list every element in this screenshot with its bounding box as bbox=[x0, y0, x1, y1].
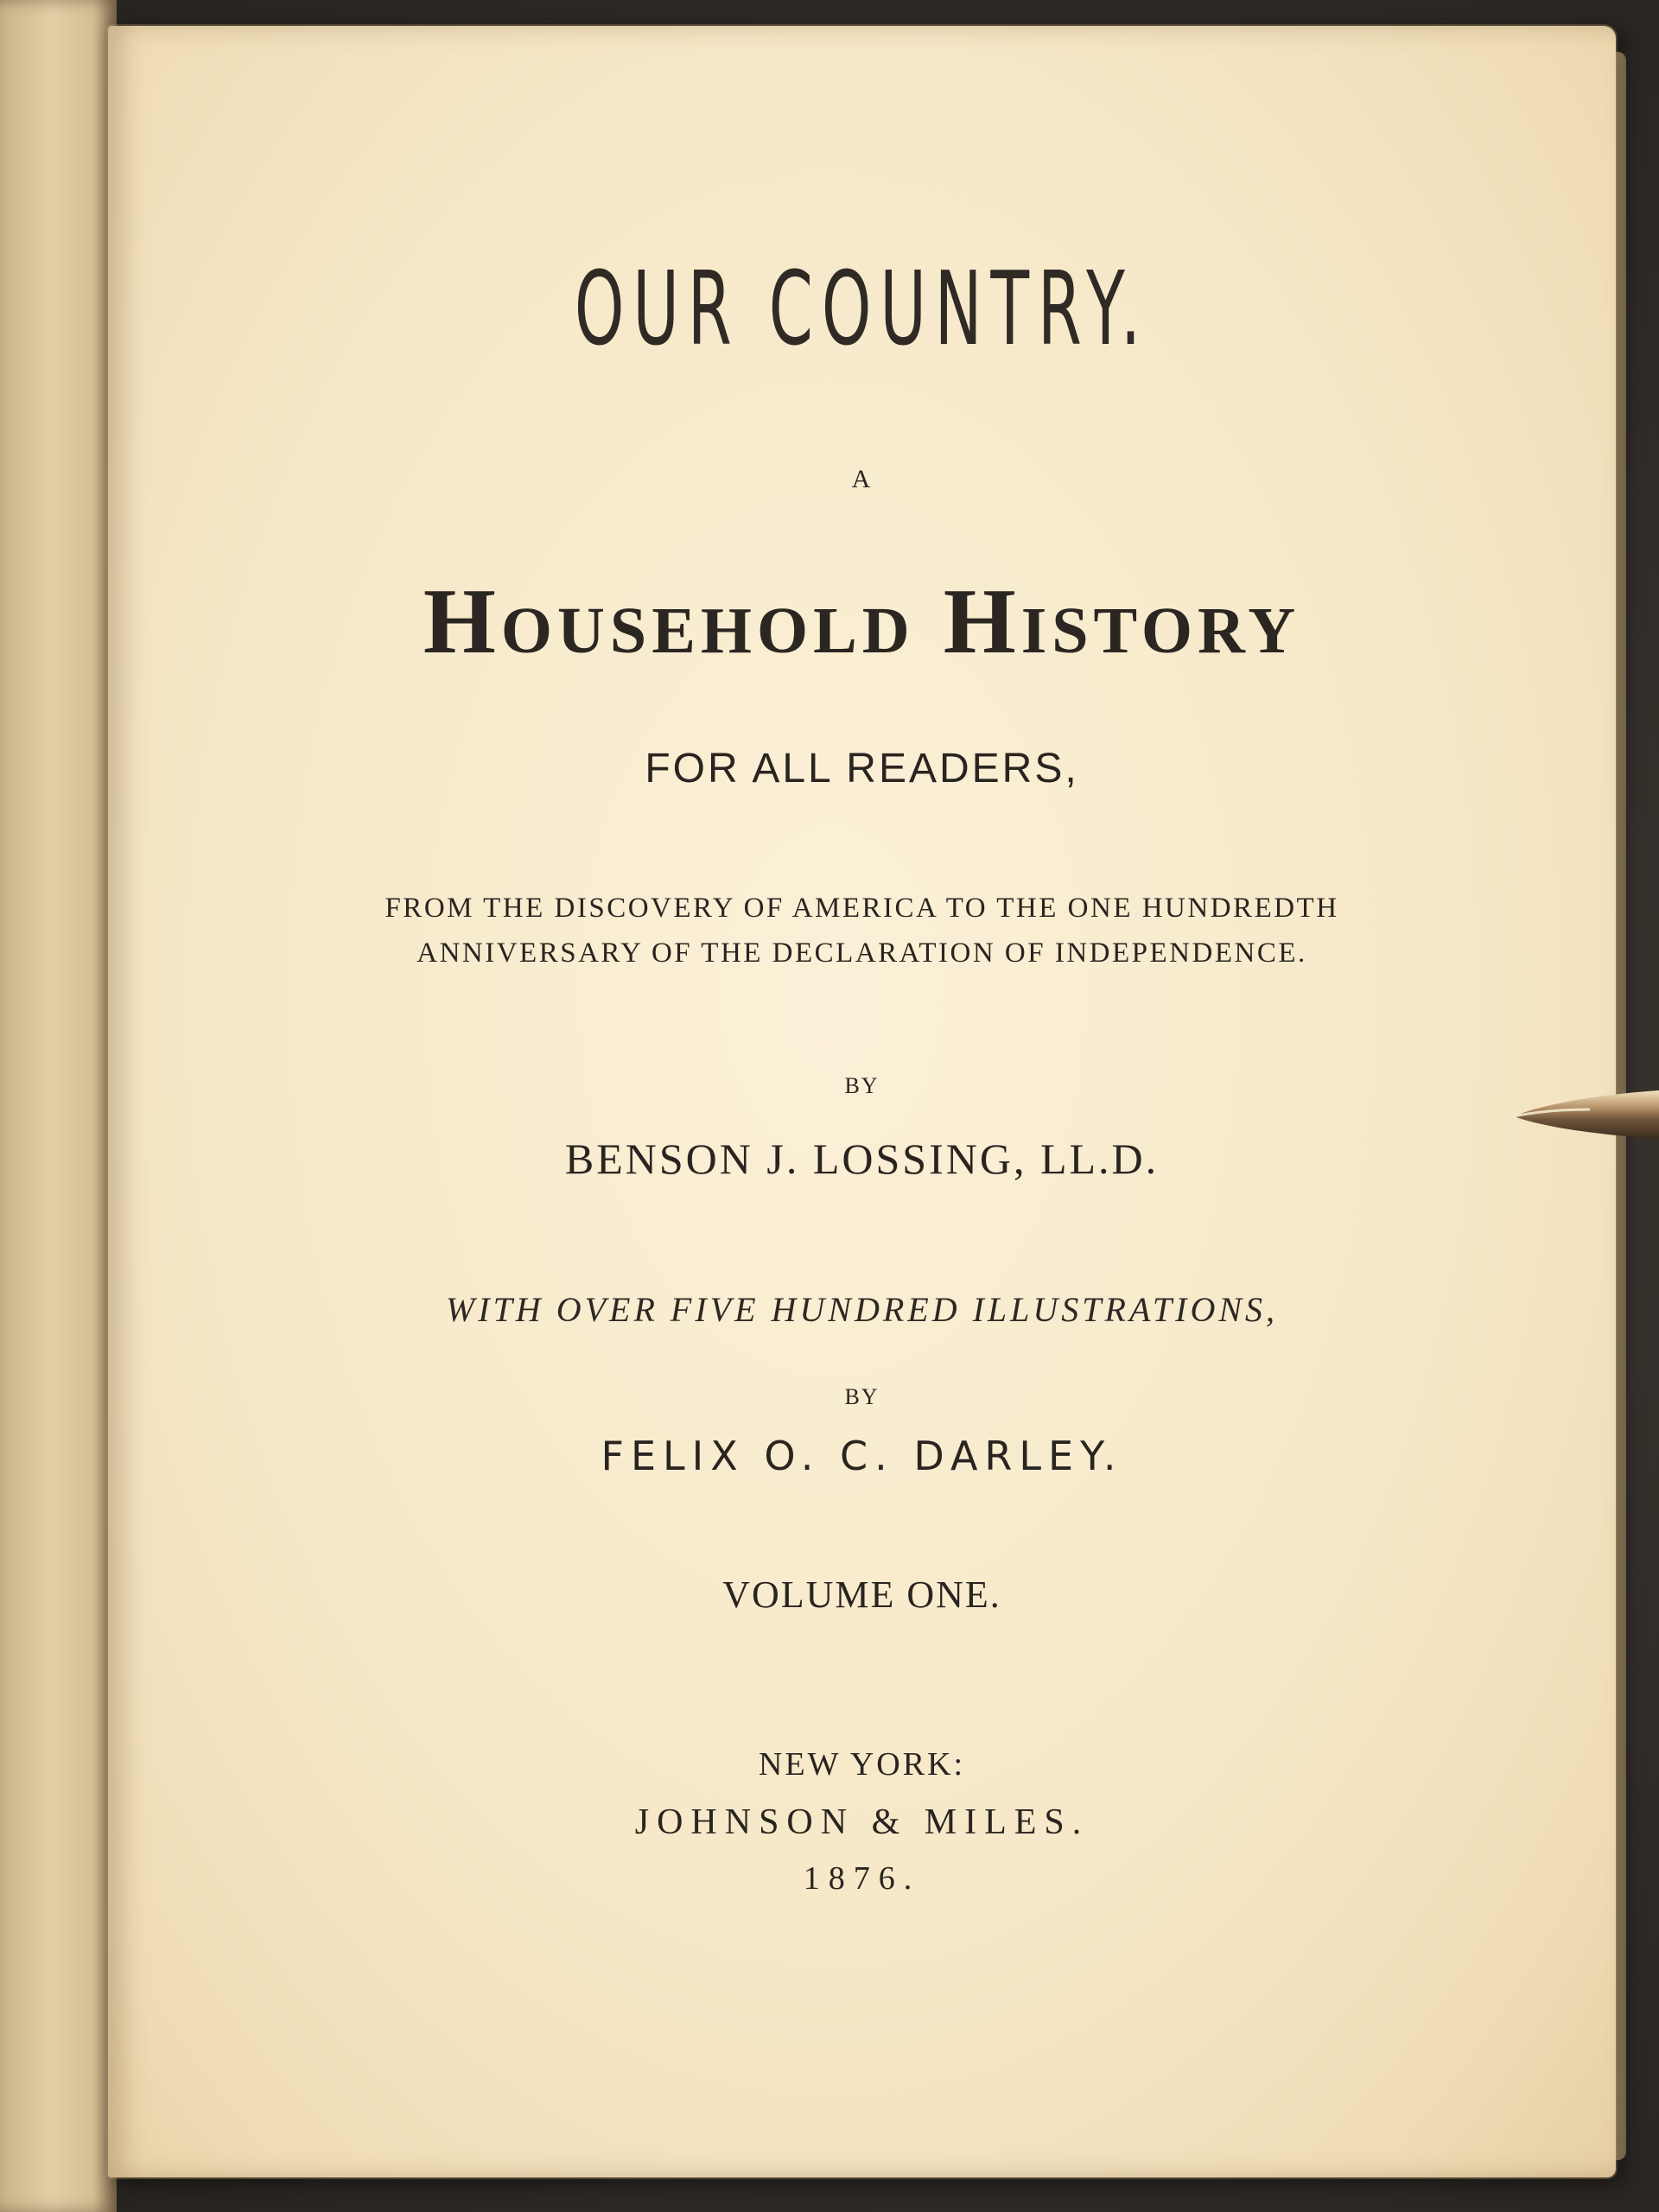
title-page bbox=[108, 26, 1616, 2177]
by-author-label: BY bbox=[844, 1073, 880, 1098]
illustrator-name: FELIX O. C. DARLEY. bbox=[601, 1433, 1123, 1479]
volume-label: VOLUME ONE. bbox=[722, 1573, 1001, 1616]
imprint-city: NEW YORK: bbox=[758, 1746, 966, 1783]
illustrations-note: WITH OVER FIVE HUNDRED ILLUSTRATIONS, bbox=[445, 1290, 1279, 1329]
by-illustrator-label: BY bbox=[844, 1384, 880, 1409]
book-subtitle: Household History bbox=[423, 570, 1301, 673]
scope-description bbox=[108, 886, 1616, 976]
facing-page-edge bbox=[0, 0, 117, 2212]
scope-line-2: ANNIVERSARY OF THE DECLARATION OF INDEPENDENCE. bbox=[416, 938, 1307, 969]
imprint-year: 1876. bbox=[803, 1860, 921, 1897]
author-name: BENSON J. LOSSING, LL.D. bbox=[564, 1135, 1160, 1183]
book-title: OUR COUNTRY. bbox=[574, 249, 1150, 368]
scope-line-1: FROM THE DISCOVERY OF AMERICA TO THE ONE HUNDREDTH bbox=[385, 893, 1339, 924]
pen-icon bbox=[1512, 1071, 1659, 1158]
imprint-publisher: JOHNSON & MILES. bbox=[634, 1802, 1090, 1842]
audience-line: FOR ALL READERS, bbox=[645, 746, 1079, 791]
article-a: A bbox=[851, 465, 873, 493]
